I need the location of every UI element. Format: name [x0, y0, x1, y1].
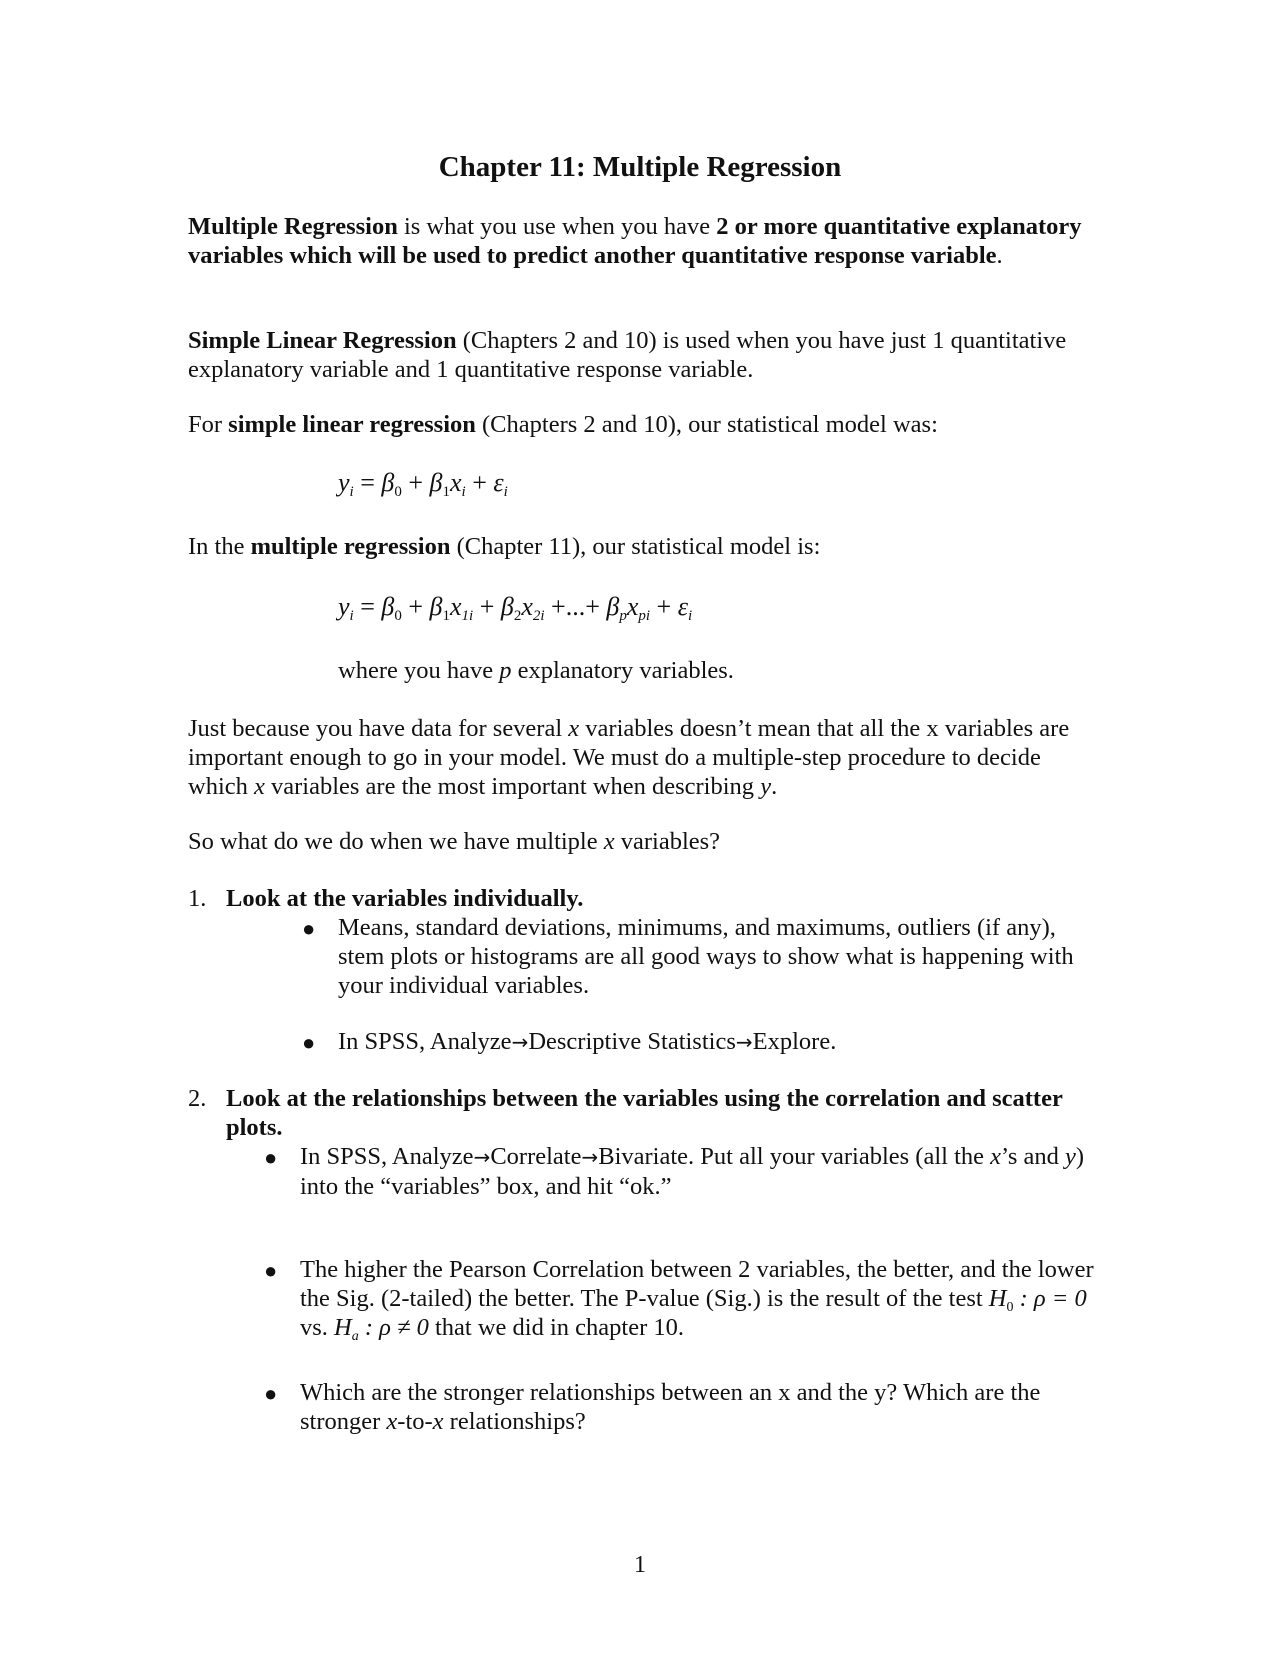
text: -to- [397, 1408, 433, 1435]
item1-bullet-1: Means, standard deviations, minimums, and maximums, outliers (if any), stem plots or histograms are all good ways to show what is happening with your individual variables. [338, 914, 1074, 999]
math-var: x [603, 828, 615, 855]
eq-subscript: 1i [461, 608, 474, 624]
list-item-1-title: Look at the variables individually. [226, 885, 584, 912]
eq-symbol: β [381, 592, 395, 621]
text: (Chapters 2 and 10) is used when you have just 1 quantitative explanatory variable and 1 quantitative response variable. [188, 327, 1067, 383]
eq-operator: + [401, 592, 430, 621]
eq-symbol: x [449, 592, 462, 621]
eq-subscript: p [619, 608, 627, 624]
item2-bullet-1 [300, 1142, 1100, 1201]
term-multiple-regression-inline: multiple regression [250, 533, 451, 560]
eq-operator: +...+ [544, 592, 607, 621]
text: that we did in chapter 10. [428, 1314, 685, 1341]
text: ) into the “variables” box, and hit “ok.” [300, 1143, 1085, 1200]
arrow-icon: → [581, 1145, 599, 1169]
math-hypothesis [334, 1314, 359, 1344]
text: Correlate [490, 1143, 582, 1170]
eq-subscript: 2 [513, 608, 522, 624]
paragraph-question [188, 827, 1098, 856]
eq-symbol: y [338, 592, 350, 621]
list-number-2: 2. [188, 1085, 207, 1112]
math-var: y [1064, 1143, 1076, 1170]
text: Bivariate. Put all your variables (all the [598, 1143, 991, 1170]
term-simple-linear-regression-inline: simple linear regression [228, 411, 476, 438]
math-var: x [386, 1408, 398, 1435]
text: . [771, 773, 778, 800]
text: ’s and [1001, 1143, 1065, 1170]
eq-subscript: 0 [394, 608, 402, 624]
eq-operator: = [353, 468, 382, 497]
text: variables? [614, 828, 721, 855]
text: In SPSS, Analyze [338, 1028, 512, 1055]
term-simple-linear-regression: Simple Linear Regression [188, 327, 457, 354]
eq-operator: + [650, 592, 678, 621]
math-subscript: a [351, 1329, 359, 1344]
eq-symbol: β [500, 592, 514, 621]
text: is what you use when you have [397, 213, 717, 240]
text: . [996, 242, 1003, 269]
term-multiple-regression: Multiple Regression [188, 213, 398, 240]
eq-subscript: 1 [442, 484, 450, 500]
text: Explore. [752, 1028, 837, 1055]
eq-symbol: x [449, 468, 462, 497]
arrow-icon: → [735, 1030, 753, 1054]
text: Descriptive Statistics [528, 1028, 736, 1055]
text: In the [188, 533, 251, 560]
math-var: x [568, 715, 580, 742]
text: (Chapter 11), our statistical model is: [450, 533, 821, 560]
math-var: p [499, 657, 512, 684]
eq-subscript: i [349, 484, 354, 500]
eq-symbol: ε [493, 468, 504, 497]
list-number-1: 1. [188, 885, 207, 912]
eq-symbol: y [338, 468, 350, 497]
text: So what do we do when we have multiple [188, 828, 604, 855]
paragraph-several-x-variables [188, 714, 1098, 801]
math-var: y [760, 773, 772, 800]
text: Just because you have data for several [188, 715, 569, 742]
eq-subscript: 0 [394, 484, 402, 500]
eq-operator: + [401, 468, 430, 497]
eq-symbol: x [521, 592, 533, 621]
item2-bullet-3 [300, 1378, 1100, 1436]
math-expression: : ρ ≠ 0 [358, 1314, 429, 1341]
text: explanatory variables. [511, 657, 734, 684]
page-number: 1 [633, 1551, 647, 1578]
text: (Chapters 2 and 10), our statistical model was: [475, 411, 938, 438]
eq-symbol: β [429, 468, 443, 497]
math-var: H [988, 1285, 1007, 1312]
paragraph-multiple-regression-definition [188, 212, 1098, 270]
text: variables doesn’t mean that all the x variables are important enough to go in your model. We must do a multiple-step procedure to decide which [188, 715, 1070, 800]
math-var: H [334, 1314, 352, 1341]
eq-symbol: β [381, 468, 395, 497]
arrow-icon: → [511, 1030, 529, 1054]
text: Which are the stronger relationships between an x and the y? Which are the stronger [300, 1379, 1041, 1435]
eq-symbol: x [626, 592, 639, 621]
text: For [188, 411, 229, 438]
text: vs. [300, 1314, 335, 1341]
eq-subscript: pi [638, 608, 651, 624]
eq-operator: + [473, 592, 501, 621]
text: relationships? [443, 1408, 586, 1435]
eq-subscript: i [461, 484, 466, 500]
equation-multiple-model [338, 592, 693, 624]
page-title: Chapter 11: Multiple Regression [438, 151, 842, 183]
eq-operator: = [353, 592, 382, 621]
math-expression: : ρ = 0 [1013, 1285, 1087, 1312]
eq-subscript: i [349, 608, 354, 624]
eq-symbol: β [606, 592, 620, 621]
math-var: x [254, 773, 265, 800]
text: In SPSS, Analyze [300, 1143, 474, 1170]
eq-subscript: 1 [442, 608, 450, 624]
eq-symbol: ε [677, 592, 688, 621]
math-var: x [990, 1143, 1002, 1170]
eq-subscript: i [687, 608, 693, 624]
bullet-dot: ● [264, 1258, 278, 1283]
paragraph-simple-linear-regression [188, 326, 1098, 384]
eq-operator: + [465, 468, 494, 497]
bullet-dot: ● [264, 1381, 278, 1406]
list-item-2-title: Look at the relationships between the variables using the correlation and scatter plots. [226, 1085, 1063, 1141]
paragraph-multiple-model-intro [188, 532, 1098, 561]
math-var: x [432, 1408, 444, 1435]
item2-bullet-2 [300, 1255, 1100, 1342]
eq-subscript: 2i [532, 608, 545, 624]
math-hypothesis [988, 1285, 1014, 1315]
bullet-dot: ● [302, 1030, 316, 1055]
item1-bullet-2 [338, 1027, 1098, 1057]
bullet-dot: ● [264, 1145, 278, 1170]
emphasis-explanatory-variables: 2 or more quantitative explanatory variables which will be used to predict another quantitative response variable [188, 213, 1082, 269]
eq-symbol: β [429, 592, 443, 621]
math-subscript: 0 [1006, 1300, 1014, 1315]
text: The higher the Pearson Correlation between 2 variables, the better, and the lower the Sig. (2-tailed) the better. The P-value (Sig.) is the result of the test [300, 1256, 1094, 1312]
paragraph-where-p [338, 656, 734, 685]
paragraph-simple-model-intro [188, 410, 1098, 439]
eq-subscript: i [503, 484, 508, 500]
text: variables are the most important when describing [264, 773, 761, 800]
arrow-icon: → [473, 1145, 491, 1169]
text: where you have [338, 657, 500, 684]
equation-simple-model [338, 468, 508, 500]
bullet-dot: ● [302, 916, 316, 941]
